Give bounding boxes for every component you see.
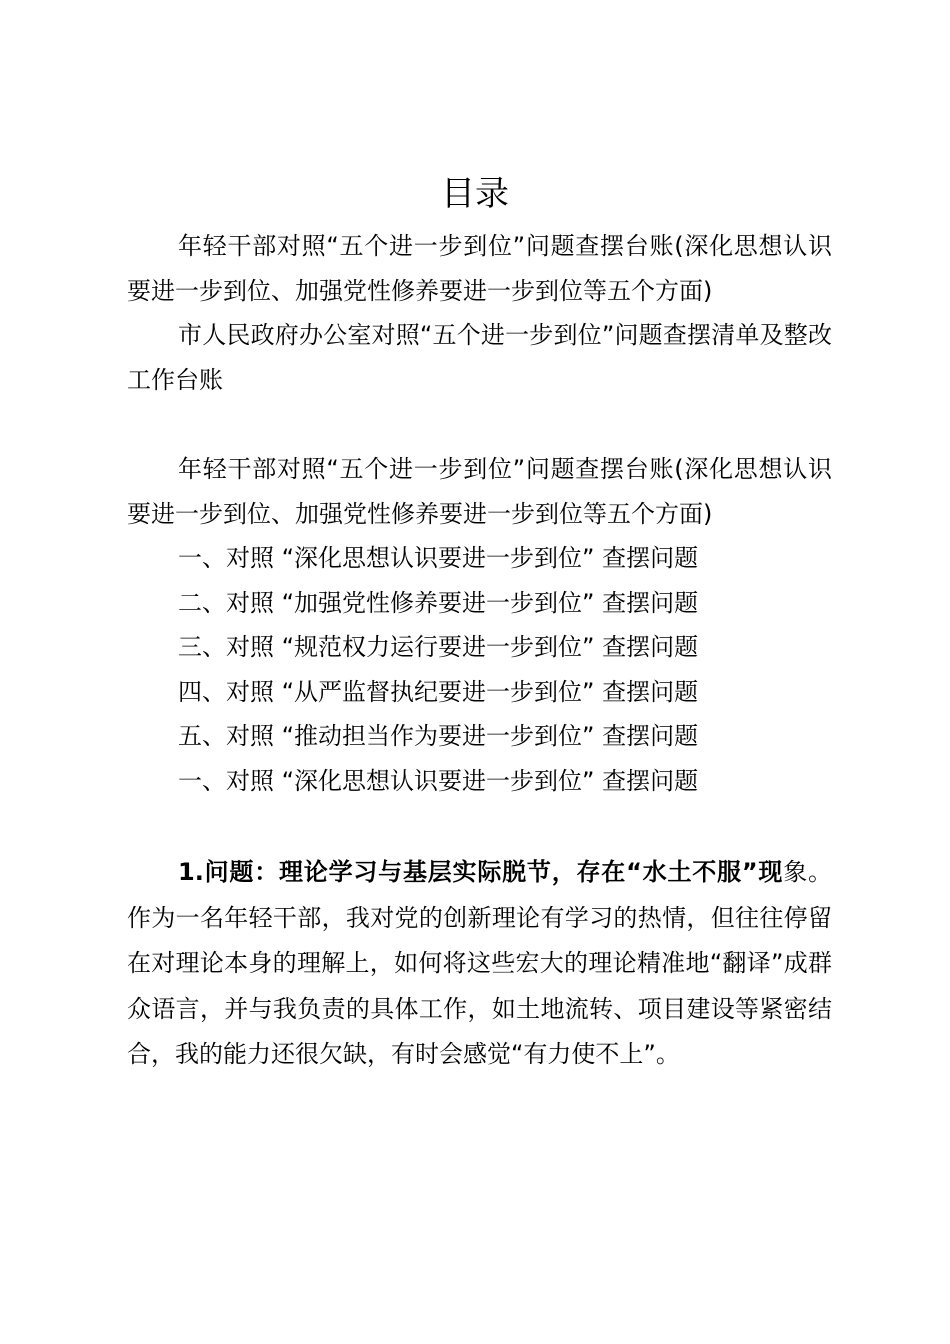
page-title: 目录 — [441, 174, 509, 214]
problem-text: 象。作为一名年轻干部，我对党的创新理论有学习的热情，但往往停留在对理论本身的理解上，如何将这些宏大的理论精准地“翻译”成群众语言，并与我负责的具体工作，如土地流转、项目建设等紧密结合，我的能力还很欠缺，有时会感觉“有力使不上”。 — [127, 858, 832, 1068]
section-item: 五、对照 “推动担当作为要进一步到位” 查摆问题 — [178, 722, 699, 751]
toc-entry: 年轻干部对照“五个进一步到位”问题查摆台账(深化思想认识要进一步到位、加强党性修养要进一步到位等五个方面) — [127, 232, 832, 305]
section-item: 三、对照 “规范权力运行要进一步到位” 查摆问题 — [178, 633, 699, 662]
section-heading: 年轻干部对照“五个进一步到位”问题查摆台账(深化思想认识要进一步到位、加强党性修养要进一步到位等五个方面) — [127, 455, 832, 528]
section-list — [127, 536, 832, 804]
section-item: 二、对照 “加强党性修养要进一步到位” 查摆问题 — [178, 588, 699, 617]
section-item: 四、对照 “从严监督执纪要进一步到位” 查摆问题 — [178, 677, 699, 706]
section-item: 一、对照 “深化思想认识要进一步到位” 查摆问题 — [178, 766, 699, 795]
toc — [127, 224, 832, 402]
section-item: 一、对照 “深化思想认识要进一步到位” 查摆问题 — [178, 544, 699, 572]
toc-entry: 市人民政府办公室对照“五个进一步到位”问题查摆清单及整改工作台账 — [127, 321, 832, 394]
problem-paragraph — [127, 850, 832, 1078]
problem-lead: 1.问题：理论学习与基层实际脱节，存在“水土不服”现 — [178, 858, 784, 886]
